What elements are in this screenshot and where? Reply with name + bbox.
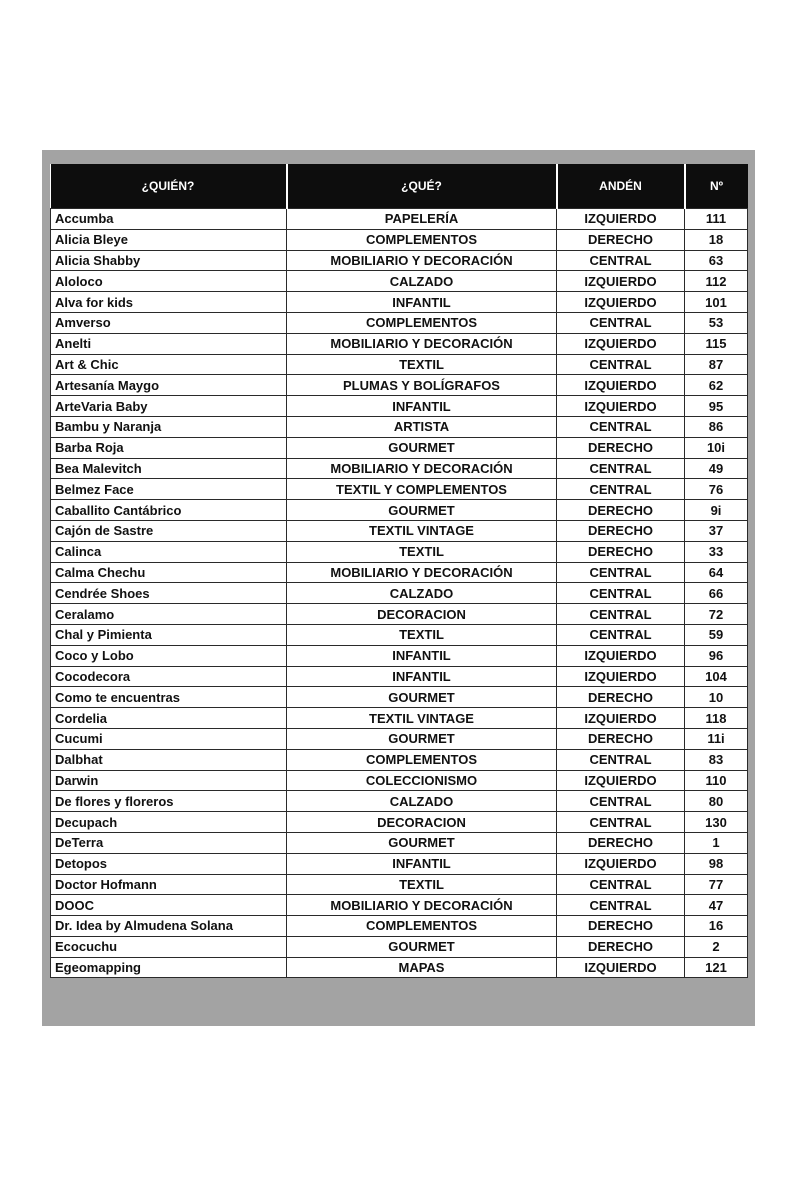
vendor-name-cell: Calinca bbox=[51, 541, 287, 562]
table-row bbox=[51, 375, 748, 396]
vendor-name-cell: Egeomapping bbox=[51, 957, 287, 978]
platform-cell: CENTRAL bbox=[557, 312, 685, 333]
table-body bbox=[51, 209, 748, 978]
category-cell: MOBILIARIO Y DECORACIÓN bbox=[287, 458, 557, 479]
vendor-name-cell: De flores y floreros bbox=[51, 791, 287, 812]
header-row bbox=[51, 164, 748, 209]
category-cell: DECORACION bbox=[287, 604, 557, 625]
vendor-name-cell: Amverso bbox=[51, 312, 287, 333]
category-cell: COMPLEMENTOS bbox=[287, 312, 557, 333]
table-row bbox=[51, 312, 748, 333]
stand-number-cell: 37 bbox=[685, 520, 748, 541]
vendor-table bbox=[50, 164, 748, 978]
platform-cell: DERECHO bbox=[557, 832, 685, 853]
category-cell: INFANTIL bbox=[287, 292, 557, 313]
stand-number-cell: 63 bbox=[685, 250, 748, 271]
category-cell: INFANTIL bbox=[287, 853, 557, 874]
vendor-name-cell: DOOC bbox=[51, 895, 287, 916]
category-cell: MOBILIARIO Y DECORACIÓN bbox=[287, 333, 557, 354]
platform-cell: CENTRAL bbox=[557, 250, 685, 271]
stand-number-cell: 104 bbox=[685, 666, 748, 687]
header-what: ¿QUÉ? bbox=[287, 164, 557, 209]
vendor-name-cell: Dalbhat bbox=[51, 749, 287, 770]
stand-number-cell: 49 bbox=[685, 458, 748, 479]
table-row bbox=[51, 292, 748, 313]
category-cell: TEXTIL Y COMPLEMENTOS bbox=[287, 479, 557, 500]
table-row bbox=[51, 687, 748, 708]
vendor-name-cell: Cendrée Shoes bbox=[51, 583, 287, 604]
category-cell: COLECCIONISMO bbox=[287, 770, 557, 791]
table-row bbox=[51, 749, 748, 770]
platform-cell: IZQUIERDO bbox=[557, 708, 685, 729]
category-cell: TEXTIL bbox=[287, 354, 557, 375]
stand-number-cell: 64 bbox=[685, 562, 748, 583]
category-cell: GOURMET bbox=[287, 500, 557, 521]
stand-number-cell: 66 bbox=[685, 583, 748, 604]
category-cell: MOBILIARIO Y DECORACIÓN bbox=[287, 895, 557, 916]
stand-number-cell: 115 bbox=[685, 333, 748, 354]
platform-cell: CENTRAL bbox=[557, 416, 685, 437]
vendor-name-cell: Ecocuchu bbox=[51, 936, 287, 957]
vendor-name-cell: Cocodecora bbox=[51, 666, 287, 687]
table-row bbox=[51, 479, 748, 500]
platform-cell: IZQUIERDO bbox=[557, 292, 685, 313]
table-row bbox=[51, 250, 748, 271]
category-cell: GOURMET bbox=[287, 437, 557, 458]
platform-cell: CENTRAL bbox=[557, 479, 685, 500]
stand-number-cell: 1 bbox=[685, 832, 748, 853]
platform-cell: CENTRAL bbox=[557, 895, 685, 916]
table-row bbox=[51, 791, 748, 812]
category-cell: TEXTIL bbox=[287, 624, 557, 645]
vendor-name-cell: Accumba bbox=[51, 209, 287, 230]
platform-cell: DERECHO bbox=[557, 520, 685, 541]
table-row bbox=[51, 874, 748, 895]
platform-cell: CENTRAL bbox=[557, 354, 685, 375]
table-row bbox=[51, 354, 748, 375]
table-row bbox=[51, 936, 748, 957]
category-cell: TEXTIL VINTAGE bbox=[287, 520, 557, 541]
table-row bbox=[51, 728, 748, 749]
stand-number-cell: 10 bbox=[685, 687, 748, 708]
platform-cell: CENTRAL bbox=[557, 791, 685, 812]
stand-number-cell: 83 bbox=[685, 749, 748, 770]
category-cell: PLUMAS Y BOLÍGRAFOS bbox=[287, 375, 557, 396]
stand-number-cell: 87 bbox=[685, 354, 748, 375]
header-who: ¿QUIÉN? bbox=[51, 164, 287, 209]
vendor-name-cell: ArteVaria Baby bbox=[51, 396, 287, 417]
table-row bbox=[51, 812, 748, 833]
vendor-name-cell: Art & Chic bbox=[51, 354, 287, 375]
table-row bbox=[51, 458, 748, 479]
stand-number-cell: 111 bbox=[685, 209, 748, 230]
platform-cell: IZQUIERDO bbox=[557, 333, 685, 354]
platform-cell: IZQUIERDO bbox=[557, 375, 685, 396]
table-frame bbox=[42, 150, 755, 1026]
vendor-name-cell: Barba Roja bbox=[51, 437, 287, 458]
category-cell: PAPELERÍA bbox=[287, 209, 557, 230]
table-header bbox=[51, 164, 748, 209]
category-cell: INFANTIL bbox=[287, 645, 557, 666]
stand-number-cell: 18 bbox=[685, 229, 748, 250]
vendor-name-cell: Calma Chechu bbox=[51, 562, 287, 583]
vendor-name-cell: Chal y Pimienta bbox=[51, 624, 287, 645]
platform-cell: DERECHO bbox=[557, 728, 685, 749]
category-cell: TEXTIL bbox=[287, 874, 557, 895]
vendor-name-cell: Bambu y Naranja bbox=[51, 416, 287, 437]
platform-cell: DERECHO bbox=[557, 500, 685, 521]
vendor-name-cell: Bea Malevitch bbox=[51, 458, 287, 479]
stand-number-cell: 9i bbox=[685, 500, 748, 521]
category-cell: MAPAS bbox=[287, 957, 557, 978]
vendor-name-cell: Cucumi bbox=[51, 728, 287, 749]
vendor-name-cell: Anelti bbox=[51, 333, 287, 354]
stand-number-cell: 86 bbox=[685, 416, 748, 437]
platform-cell: IZQUIERDO bbox=[557, 271, 685, 292]
vendor-name-cell: Alva for kids bbox=[51, 292, 287, 313]
table-row bbox=[51, 624, 748, 645]
stand-number-cell: 2 bbox=[685, 936, 748, 957]
stand-number-cell: 10i bbox=[685, 437, 748, 458]
category-cell: INFANTIL bbox=[287, 666, 557, 687]
vendor-name-cell: Doctor Hofmann bbox=[51, 874, 287, 895]
vendor-name-cell: Decupach bbox=[51, 812, 287, 833]
table-row bbox=[51, 916, 748, 937]
category-cell: INFANTIL bbox=[287, 396, 557, 417]
table-row bbox=[51, 500, 748, 521]
stand-number-cell: 101 bbox=[685, 292, 748, 313]
vendor-name-cell: Belmez Face bbox=[51, 479, 287, 500]
vendor-name-cell: Aloloco bbox=[51, 271, 287, 292]
category-cell: CALZADO bbox=[287, 271, 557, 292]
platform-cell: IZQUIERDO bbox=[557, 770, 685, 791]
category-cell: TEXTIL VINTAGE bbox=[287, 708, 557, 729]
table-row bbox=[51, 604, 748, 625]
table-row bbox=[51, 229, 748, 250]
table-row bbox=[51, 396, 748, 417]
stand-number-cell: 112 bbox=[685, 271, 748, 292]
platform-cell: CENTRAL bbox=[557, 624, 685, 645]
stand-number-cell: 118 bbox=[685, 708, 748, 729]
table-row bbox=[51, 770, 748, 791]
table-row bbox=[51, 333, 748, 354]
category-cell: MOBILIARIO Y DECORACIÓN bbox=[287, 250, 557, 271]
table-row bbox=[51, 209, 748, 230]
category-cell: COMPLEMENTOS bbox=[287, 749, 557, 770]
table-row bbox=[51, 562, 748, 583]
table-row bbox=[51, 437, 748, 458]
table-row bbox=[51, 708, 748, 729]
category-cell: DECORACION bbox=[287, 812, 557, 833]
category-cell: GOURMET bbox=[287, 832, 557, 853]
stand-number-cell: 80 bbox=[685, 791, 748, 812]
stand-number-cell: 77 bbox=[685, 874, 748, 895]
table-row bbox=[51, 520, 748, 541]
table-row bbox=[51, 832, 748, 853]
category-cell: MOBILIARIO Y DECORACIÓN bbox=[287, 562, 557, 583]
platform-cell: CENTRAL bbox=[557, 604, 685, 625]
category-cell: COMPLEMENTOS bbox=[287, 916, 557, 937]
stand-number-cell: 62 bbox=[685, 375, 748, 396]
category-cell: TEXTIL bbox=[287, 541, 557, 562]
platform-cell: DERECHO bbox=[557, 437, 685, 458]
platform-cell: DERECHO bbox=[557, 541, 685, 562]
vendor-name-cell: Cordelia bbox=[51, 708, 287, 729]
platform-cell: IZQUIERDO bbox=[557, 645, 685, 666]
category-cell: CALZADO bbox=[287, 583, 557, 604]
stand-number-cell: 72 bbox=[685, 604, 748, 625]
platform-cell: IZQUIERDO bbox=[557, 853, 685, 874]
table-row bbox=[51, 895, 748, 916]
platform-cell: CENTRAL bbox=[557, 812, 685, 833]
vendor-name-cell: Como te encuentras bbox=[51, 687, 287, 708]
platform-cell: IZQUIERDO bbox=[557, 209, 685, 230]
platform-cell: CENTRAL bbox=[557, 458, 685, 479]
platform-cell: CENTRAL bbox=[557, 749, 685, 770]
stand-number-cell: 11i bbox=[685, 728, 748, 749]
stand-number-cell: 33 bbox=[685, 541, 748, 562]
vendor-name-cell: Artesanía Maygo bbox=[51, 375, 287, 396]
vendor-name-cell: Dr. Idea by Almudena Solana bbox=[51, 916, 287, 937]
vendor-name-cell: Detopos bbox=[51, 853, 287, 874]
vendor-name-cell: Darwin bbox=[51, 770, 287, 791]
stand-number-cell: 53 bbox=[685, 312, 748, 333]
vendor-name-cell: DeTerra bbox=[51, 832, 287, 853]
table-row bbox=[51, 271, 748, 292]
platform-cell: CENTRAL bbox=[557, 874, 685, 895]
stand-number-cell: 95 bbox=[685, 396, 748, 417]
category-cell: CALZADO bbox=[287, 791, 557, 812]
stand-number-cell: 130 bbox=[685, 812, 748, 833]
table-row bbox=[51, 541, 748, 562]
platform-cell: IZQUIERDO bbox=[557, 396, 685, 417]
category-cell: GOURMET bbox=[287, 936, 557, 957]
stand-number-cell: 76 bbox=[685, 479, 748, 500]
stand-number-cell: 59 bbox=[685, 624, 748, 645]
category-cell: GOURMET bbox=[287, 687, 557, 708]
stand-number-cell: 96 bbox=[685, 645, 748, 666]
stand-number-cell: 47 bbox=[685, 895, 748, 916]
header-platform: ANDÉN bbox=[557, 164, 685, 209]
category-cell: COMPLEMENTOS bbox=[287, 229, 557, 250]
vendor-name-cell: Alicia Bleye bbox=[51, 229, 287, 250]
stand-number-cell: 16 bbox=[685, 916, 748, 937]
platform-cell: IZQUIERDO bbox=[557, 666, 685, 687]
table-row bbox=[51, 416, 748, 437]
stand-number-cell: 98 bbox=[685, 853, 748, 874]
category-cell: GOURMET bbox=[287, 728, 557, 749]
platform-cell: CENTRAL bbox=[557, 562, 685, 583]
table-row bbox=[51, 957, 748, 978]
platform-cell: DERECHO bbox=[557, 916, 685, 937]
stand-number-cell: 110 bbox=[685, 770, 748, 791]
vendor-name-cell: Cajón de Sastre bbox=[51, 520, 287, 541]
vendor-name-cell: Caballito Cantábrico bbox=[51, 500, 287, 521]
vendor-name-cell: Ceralamo bbox=[51, 604, 287, 625]
platform-cell: DERECHO bbox=[557, 229, 685, 250]
platform-cell: DERECHO bbox=[557, 687, 685, 708]
vendor-name-cell: Coco y Lobo bbox=[51, 645, 287, 666]
category-cell: ARTISTA bbox=[287, 416, 557, 437]
table-row bbox=[51, 583, 748, 604]
table-row bbox=[51, 853, 748, 874]
platform-cell: CENTRAL bbox=[557, 583, 685, 604]
platform-cell: IZQUIERDO bbox=[557, 957, 685, 978]
stand-number-cell: 121 bbox=[685, 957, 748, 978]
header-number: Nº bbox=[685, 164, 748, 209]
vendor-name-cell: Alicia Shabby bbox=[51, 250, 287, 271]
table-row bbox=[51, 666, 748, 687]
platform-cell: DERECHO bbox=[557, 936, 685, 957]
table-row bbox=[51, 645, 748, 666]
